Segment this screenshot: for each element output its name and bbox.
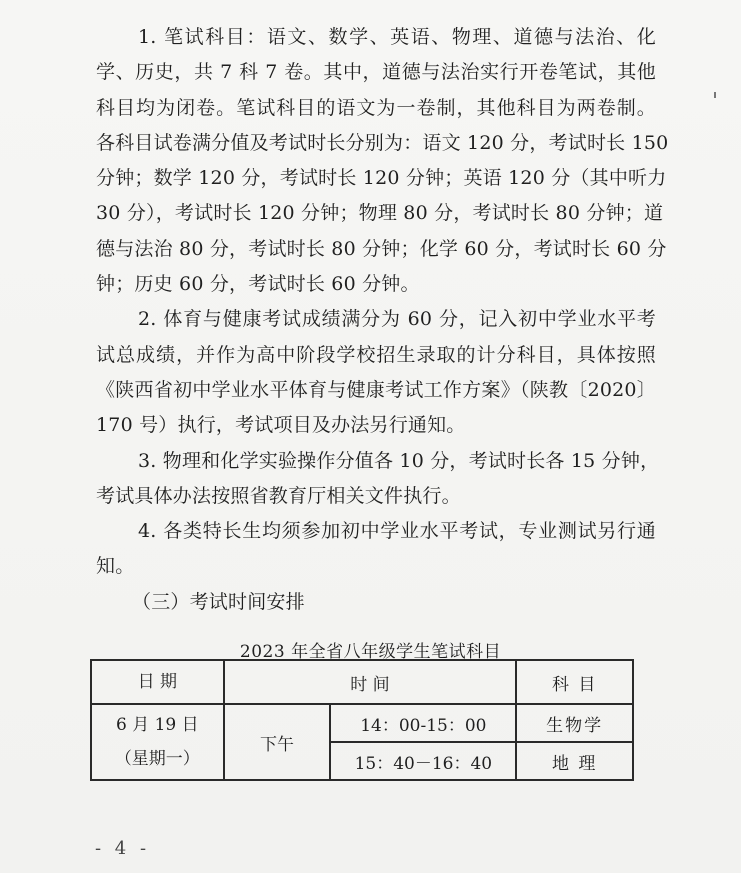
date-cell — [91, 704, 224, 780]
header-subject: 科 目 — [516, 660, 633, 704]
table-row — [91, 704, 633, 742]
paragraph-3-line-1: 3. 物理和化学实验操作分值各 10 分，考试时长各 15 分钟， — [138, 449, 660, 472]
period-cell: 下午 — [224, 704, 331, 780]
subject-cell: 地 理 — [516, 742, 633, 780]
paragraph-4-line-2: 知。 — [96, 555, 135, 578]
paragraph-1-line-7: 德与法治 80 分，考试时长 80 分钟；化学 60 分，考试时长 60 分 — [96, 237, 667, 260]
time-cell: 14：00-15：00 — [330, 704, 516, 742]
weekday-value: （星期一） — [114, 749, 200, 769]
body-text — [96, 20, 669, 620]
page-number: - 4 - — [95, 838, 151, 859]
exam-schedule-table — [90, 659, 634, 781]
table-header-row — [91, 660, 633, 704]
date-value: 6 月 19 日 — [115, 715, 199, 735]
paragraph-1-line-8: 钟；历史 60 分，考试时长 60 分钟。 — [96, 273, 420, 296]
paragraph-2-line-4: 170 号）执行，考试项目及办法另行通知。 — [96, 414, 466, 437]
paragraph-1-line-3: 科目均为闭卷。笔试科目的语文为一卷制，其他科目为两卷制。 — [96, 96, 656, 119]
paragraph-1-line-6: 30 分），考试时长 120 分钟；物理 80 分，考试时长 80 分钟；道 — [96, 202, 664, 225]
time-cell: 15：40－16：40 — [330, 742, 516, 780]
header-time: 时 间 — [224, 660, 517, 704]
paragraph-2-line-3: 《陕西省初中学业水平体育与健康考试工作方案》（陕教〔2020〕 — [96, 378, 656, 401]
header-date: 日 期 — [91, 660, 224, 704]
paragraph-2-line-2: 试总成绩，并作为高中阶段学校招生录取的计分科目，具体按照 — [96, 343, 656, 366]
paragraph-3-line-2: 考试具体办法按照省教育厅相关文件执行。 — [96, 484, 461, 507]
paragraph-1-line-2: 学、历史，共 7 科 7 卷。其中，道德与法治实行开卷笔试，其他 — [96, 61, 656, 84]
paragraph-2-line-1: 2. 体育与健康考试成绩满分为 60 分，记入初中学业水平考 — [138, 308, 656, 331]
paragraph-1-line-4: 各科目试卷满分值及考试时长分别为：语文 120 分，考试时长 150 — [96, 131, 669, 154]
paragraph-1-line-1: 1. 笔试科目：语文、数学、英语、物理、道德与法治、化 — [138, 26, 656, 48]
paragraph-4-line-1: 4. 各类特长生均须参加初中学业水平考试，专业测试另行通 — [138, 520, 656, 543]
table-title: 2023 年全省八年级学生笔试科目 — [239, 642, 502, 662]
section-heading: （三）考试时间安排 — [132, 590, 305, 613]
paragraph-1-line-5: 分钟；数学 120 分，考试时长 120 分钟；英语 120 分（其中听力 — [96, 167, 667, 190]
subject-cell: 生物学 — [516, 704, 633, 742]
scan-speck — [714, 92, 716, 98]
